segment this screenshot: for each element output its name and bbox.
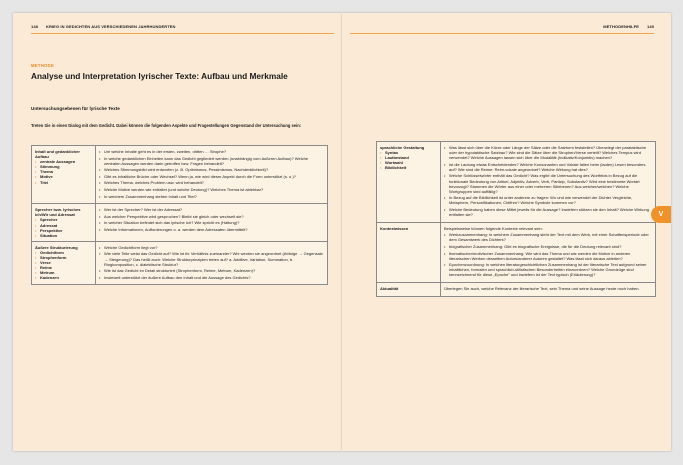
question-item: • Ist die Lautung etwas Entscheidendes? Welche Konsonanten und Vokale fallen beim (lauten) Lesen besonders auf? Wie sind die Reime: Reim-vokale angeordnet? Welche Wirkung hat dies? bbox=[444, 162, 652, 172]
row-label-cell bbox=[32, 241, 96, 285]
label-list bbox=[380, 150, 437, 170]
label-list-item: • Syntax bbox=[380, 150, 437, 155]
row-lead-text: Beispielsweise können folgende Kontexte relevant sein: bbox=[444, 225, 543, 231]
label-list-item: • Situation bbox=[35, 233, 92, 238]
label-list-item: • Gedichtform bbox=[35, 250, 92, 255]
question-item: • Welche Informationen, Aufforderungen o. a. werden dem Adressaten übermittelt? bbox=[99, 227, 324, 232]
question-item: • Aus welcher Perspektive wird gesprochen? Bleibt sie gleich oder wechselt sie? bbox=[99, 214, 324, 219]
table-row bbox=[32, 241, 328, 285]
label-list-item: • Bildlichkeit bbox=[380, 165, 437, 170]
question-item: • Wie viele Teile weist das Gedicht auf? Wie ist ihr Verhältnis zueinander? Wie werden sie angeordnet (Abfolge → Gegensatz → Steigerung)? Das heißt auch: Welche Strukturprinzipien treten auf? a. Additive, Variation, Summation, b. Ringkomposition, c. dialektische Struktur? bbox=[99, 251, 324, 266]
row-lead-text: Überlegen Sie auch, welche Relevanz der literarische Text, sein Thema und seine Aussage heute noch haben. bbox=[444, 286, 640, 292]
row-label: Äußere Strukturierung bbox=[35, 244, 78, 250]
row-label-cell bbox=[32, 146, 96, 204]
question-item: • Welches Thema, welches Problem usw. wird behandelt? bbox=[99, 180, 324, 185]
question-item: • In welchem Zusammenhang stehen Inhalt und Titel? bbox=[99, 194, 324, 199]
right-page bbox=[342, 13, 671, 451]
question-item: • Was lässt sich über die Kürze oder Länge der Sätze oder die Satzform feststellen? Überwiegt der parataktische oder der hypotaktische Satzbau? Wie sind die Sätze über die Strophen/Verse verteilt? Welches Tempus wird verwendet? Welche Aussagen lassen sich über die Modalität (Indikativ/Konjunktiv) machen? bbox=[444, 145, 652, 160]
label-list-item: • Stimmung bbox=[35, 164, 92, 169]
label-list-item: • Kadenzen bbox=[35, 275, 92, 280]
row-label: Inhalt und gedanklicher Aufbau bbox=[35, 149, 80, 160]
question-item: • Wie ist das Gedicht im Detail strukturiert (Strophenform, Reime, Metrum, Kadenzen)? bbox=[99, 268, 324, 273]
table-row bbox=[377, 142, 656, 223]
question-item: • Wer ist der Sprecher? Wer ist der Adressat? bbox=[99, 207, 324, 212]
header-rule-left bbox=[31, 33, 334, 34]
row-label: Aktualität bbox=[380, 286, 399, 292]
question-item: • In welche gedanklichen Einheiten kann das Gedicht gegliedert werden (unabhängig vom äußeren Aufbau)? Welche zentralen Aussagen werden darin getroffen bzw. Fragen behandelt? bbox=[99, 156, 324, 166]
label-list-item: • Motive bbox=[35, 174, 92, 179]
analysis-table-left bbox=[31, 145, 328, 285]
row-label: Sprecher bzw. lyrisches Ich/Wir und Adressat bbox=[35, 207, 81, 218]
question-item: • Welches Stimmungsbild wird entworfen (z. B. Optimismus, Pessimismus, Nachdenklichkeit)? bbox=[99, 167, 324, 172]
question-item: • thematischer/motivischer Zusammenhang: Wie wird das Thema und wie werden die Motive in anderen literarischen Werken desselben Autors/anderer Autoren gestaltet? Was lässt sich daraus ableiten? bbox=[444, 251, 652, 261]
intro-text: Treten Sie in einen Dialog mit dem Gedicht. Dabei können die folgenden Aspekte und Fragestellungen Gegenstand der Untersuchung sein: bbox=[31, 123, 302, 128]
row-content-cell bbox=[96, 146, 328, 204]
question-list bbox=[99, 245, 324, 280]
question-item: • Welche Schlüsselwörter enthält das Gedicht? Was ergibt die Untersuchung des Wortfelds in Bezug auf die funktionale Bedeutung von Artikel, Adjektiv, Adverb, Verb, Partizip, Substantiv? Wird eine bestimmte Wortart bevorzugt? Stammen die Wörter aus einer oder mehreren Stilebenen? Aus welcher/welchen? Welche Wortgruppen sind auffällig? bbox=[444, 173, 652, 193]
analysis-table-right bbox=[376, 141, 656, 297]
question-item: • Welche Gedichtform liegt vor? bbox=[99, 245, 324, 250]
question-item: • Inwieweit unterstützt der äußere Aufbau den Inhalt und die Aussage des Gedichts? bbox=[99, 275, 324, 280]
right-running-header bbox=[603, 24, 654, 29]
question-item: • In Bezug auf die Bildlichkeit ist unter anderem zu fragen: Wo und wie verwendet der Dichter Vergleiche, Metaphern, Personifikationen, Chiffren? Welche Symbole kommen vor? bbox=[444, 195, 652, 205]
table-row bbox=[377, 222, 656, 282]
page-number-right: 149 bbox=[647, 24, 654, 29]
row-label: sprachliche Gestaltung bbox=[380, 145, 425, 150]
question-item: • biografischer Zusammenhang: Gibt es biografische Ereignisse, die für die Deutung relevant sind? bbox=[444, 244, 652, 249]
question-item: • Epochenzuordnung: In welchen literaturgeschichtlichen Zusammenhang ist der literarische Text aufgrund seiner inhaltlichen, formalen und sprachlich-stilistischen Besonderheiten einzuordnen? Welche Grundzüge sind kennzeichnend für diese „Epoche" und inwiefern ist der Text typisch (Erläuterung)? bbox=[444, 262, 652, 277]
question-list bbox=[99, 207, 324, 232]
running-head-left: KRIEG IN GEDICHTEN AUS VERSCHIEDENEN JAHRHUNDERTEN bbox=[45, 24, 176, 29]
label-list-item: • Sprecher bbox=[35, 217, 92, 222]
section-subhead: Untersuchungsebenen für lyrische Texte bbox=[31, 106, 120, 111]
row-content-cell bbox=[441, 283, 656, 297]
row-label-cell bbox=[377, 142, 441, 223]
table-row bbox=[32, 146, 328, 204]
table-row bbox=[377, 283, 656, 297]
label-list bbox=[35, 250, 92, 281]
chapter-tab: V bbox=[651, 206, 671, 223]
method-kicker: METHODE bbox=[31, 63, 55, 68]
row-content-cell bbox=[96, 241, 328, 285]
label-list bbox=[35, 159, 92, 184]
question-item: • Gibt es inhaltliche Brüche oder Wechsel? Wenn ja, wie wird dieser Aspekt durch die Form unterstützt (s. u.)? bbox=[99, 174, 324, 179]
row-label-cell bbox=[377, 283, 441, 297]
label-list-item: • Perspektive bbox=[35, 228, 92, 233]
label-list bbox=[35, 217, 92, 237]
label-list-item: • Wortwahl bbox=[380, 160, 437, 165]
label-list-item: • Titel bbox=[35, 180, 92, 185]
label-list-item: • Thema bbox=[35, 169, 92, 174]
label-list-item: • zentrale Aussagen bbox=[35, 159, 92, 164]
question-list bbox=[444, 145, 652, 217]
question-item: • In welcher Situation befindet sich das lyrische Ich? Wie spricht es (Haltung)? bbox=[99, 220, 324, 225]
label-list-item: • Reime bbox=[35, 265, 92, 270]
label-list-item: • Adressat bbox=[35, 223, 92, 228]
running-head-right: METHODENHILFE bbox=[603, 24, 640, 29]
table-row bbox=[32, 204, 328, 242]
page-number-left: 148 bbox=[31, 24, 38, 29]
label-list-item: • Metrum bbox=[35, 270, 92, 275]
left-running-header bbox=[31, 24, 176, 29]
row-label-cell bbox=[32, 204, 96, 242]
question-list bbox=[99, 149, 324, 199]
question-list bbox=[444, 232, 652, 277]
row-content-cell bbox=[441, 142, 656, 223]
row-label: Kontextwissen bbox=[380, 225, 409, 231]
question-item: • Um welche Inhalte geht es in der ersten, zweiten, dritten … Strophe? bbox=[99, 149, 324, 154]
row-content-cell bbox=[96, 204, 328, 242]
row-label-cell bbox=[377, 222, 441, 282]
question-item: • Welche Motive werden wie entfaltet (und welche Deutung)? Welches Thema ist ablehbar? bbox=[99, 187, 324, 192]
label-list-item: • Lautbestand bbox=[380, 155, 437, 160]
left-page bbox=[13, 13, 342, 451]
label-list-item: • Verse bbox=[35, 260, 92, 265]
label-list-item: • Strophenform bbox=[35, 255, 92, 260]
page-title: Analyse und Interpretation lyrischer Texte: Aufbau und Merkmale bbox=[31, 71, 288, 81]
row-content-cell bbox=[441, 222, 656, 282]
question-item: • Welche Bedeutung haben diese Mittel jeweils für die Aussage? Inwiefern stützen sie den Inhalt? Welche Wirkung entfalten sie? bbox=[444, 207, 652, 217]
header-rule-right bbox=[350, 33, 654, 34]
question-item: • Werkzusammenhang: In welchem Zusammenhang steht der Text mit dem Werk, mit einer Schaffensperiode oder dem Gesamtwerk des Dichters? bbox=[444, 232, 652, 242]
